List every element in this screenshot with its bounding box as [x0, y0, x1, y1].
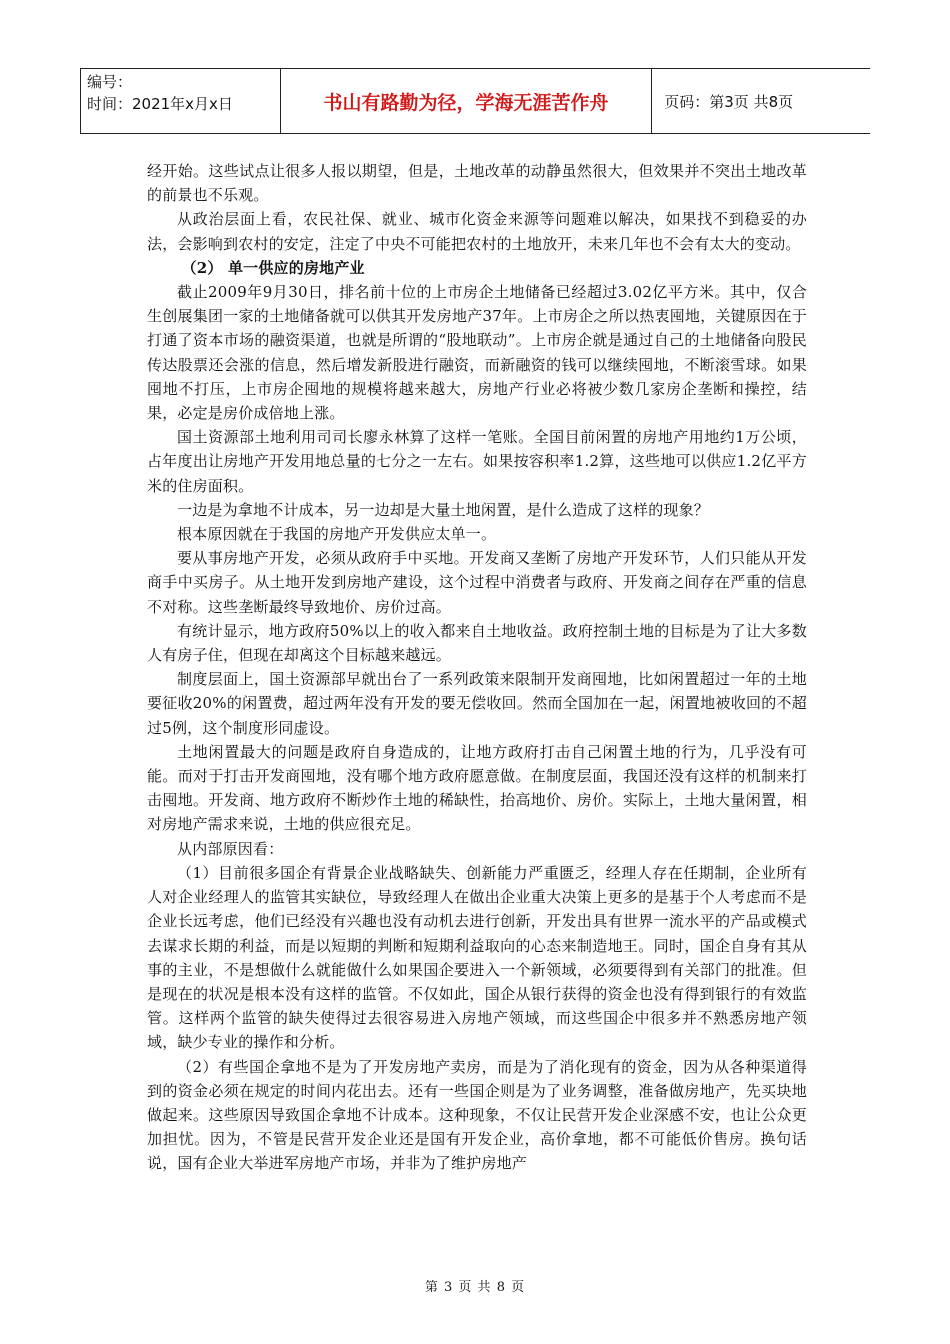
body-paragraph: 经开始。这些试点让很多人报以期望，但是，土地改革的动静虽然很大，但效果并不突出土地改革的前景也不乐观。 — [147, 162, 807, 205]
body-paragraph: （1）目前很多国企有背景企业战略缺失、创新能力严重匮乏，经理人存在任期制，企业所有人对企业经理人的监管其实缺位，导致经理人在做出企业重大决策上更多的是基于个人考虑而不是企业长远考虑，他们已经没有兴趣也没有动机去进行创新，开发出具有世界一流水平的产品或模式去谋求长期的利益，而是以短期的判断和短期利益取向的心态来制造地王。同时，国企自身有其从事的主业，不是想做什么就能做什么如果国企要进入一个新领域，必须要得到有关部门的批准。但是现在的状况是根本没有这样的监管。不仅如此，国企从银行获得的资金也没有得到银行的有效监管。这样两个监管的缺失使得过去很容易进入房地产领域，而这些国企中很多并不熟悉房地产领域，缺少专业的操作和分析。 — [147, 863, 807, 1052]
body-paragraph: 制度层面上，国土资源部早就出台了一系列政策来限制开发商囤地，比如闲置超过一年的土地要征收20%的闲置费，超过两年没有开发的要无偿收回。然而全国加在一起，闲置地被收回的不超过5例，这个制度形同虚设。 — [147, 670, 807, 737]
document-body — [147, 159, 807, 1176]
body-paragraph: 土地闲置最大的问题是政府自身造成的，让地方政府打击自己闲置土地的行为，几乎没有可能。而对于打击开发商囤地，没有哪个地方政府愿意做。在制度层面，我国还没有这样的机制来打击囤地。开发商、地方政府不断炒作土地的稀缺性，抬高地价、房价。实际上，土地大量闲置，相对房地产需求来说，土地的供应很充足。 — [147, 742, 807, 834]
doc-date-label: 时间：2021年x月x日 — [87, 95, 233, 113]
body-paragraph: （2）有些国企拿地不是为了开发房地产卖房，而是为了消化现有的资金，因为从各种渠道得到的资金必须在规定的时间内花出去。还有一些国企则是为了业务调整，准备做房地产，先买块地做起来。这些原因导致国企拿地不计成本。这种现象，不仅让民营开发企业深感不安，也让公众更加担忧。因为，不管是民营开发企业还是国有开发企业，高价拿地，都不可能低价售房。换句话说，国有企业大举进军房地产市场，并非为了维护房地产 — [147, 1057, 807, 1173]
page-footer: 第 3 页 共 8 页 — [424, 1280, 526, 1295]
header-motto: 书山有路勤为径，学海无涯苦作舟 — [281, 69, 653, 133]
body-paragraph: 根本原因就在于我国的房地产开发供应太单一。 — [177, 525, 497, 544]
body-paragraph: 截止2009年9月30日，排名前十位的上市房企土地储备已经超过3.02亿平方米。其中，仅合生创展集团一家的土地储备就可以供其开发房地产37年。上市房企之所以热衷囤地，关键原因在于打通了资本市场的融资渠道，也就是所谓的“股地联动”。上市房企就是通过自己的土地储备向股民传达股票还会涨的信息，然后增发新股进行融资，而新融资的钱可以继续囤地，不断滚雪球。如果囤地不打压，上市房企囤地的规模将越来越大，房地产行业必将被少数几家房企垄断和操控，结果，必定是房价成倍地上涨。 — [147, 283, 807, 423]
body-paragraph: 一边是为拿地不计成本，另一边却是大量土地闲置，是什么造成了这样的现象？ — [177, 500, 710, 519]
header-meta — [81, 69, 281, 133]
body-paragraph: 要从事房地产开发，必须从政府手中买地。开发商又垄断了房地产开发环节，人们只能从开发商手中买房子。从土地开发到房地产建设，这个过程中消费者与政府、开发商之间存在严重的信息不对称。这些垄断最终导致地价、房价过高。 — [147, 549, 807, 616]
header-table — [80, 68, 870, 134]
header-page-info: 页码：第3页 共8页 — [664, 92, 794, 111]
doc-number-label: 编号： — [87, 73, 133, 91]
body-paragraph: 从政治层面上看，农民社保、就业、城市化资金来源等问题难以解决，如果找不到稳妥的办法，会影响到农村的安定，注定了中央不可能把农村的土地放开，未来几年也不会有太大的变动。 — [147, 210, 807, 253]
body-paragraph: 从内部原因看： — [177, 839, 284, 858]
body-paragraph: 国土资源部土地利用司司长廖永林算了这样一笔账。全国目前闲置的房地产用地约1万公顷，占年度出让房地产开发用地总量的七分之一左右。如果按容积率1.2算，这些地可以供应1.2亿平方米的住房面积。 — [147, 428, 807, 495]
body-paragraph: 有统计显示，地方政府50%以上的收入都来自土地收益。政府控制土地的目标是为了让大多数人有房子住，但现在却离这个目标越来越远。 — [147, 621, 807, 665]
section-heading: （2） 单一供应的房地产业 — [181, 258, 365, 277]
